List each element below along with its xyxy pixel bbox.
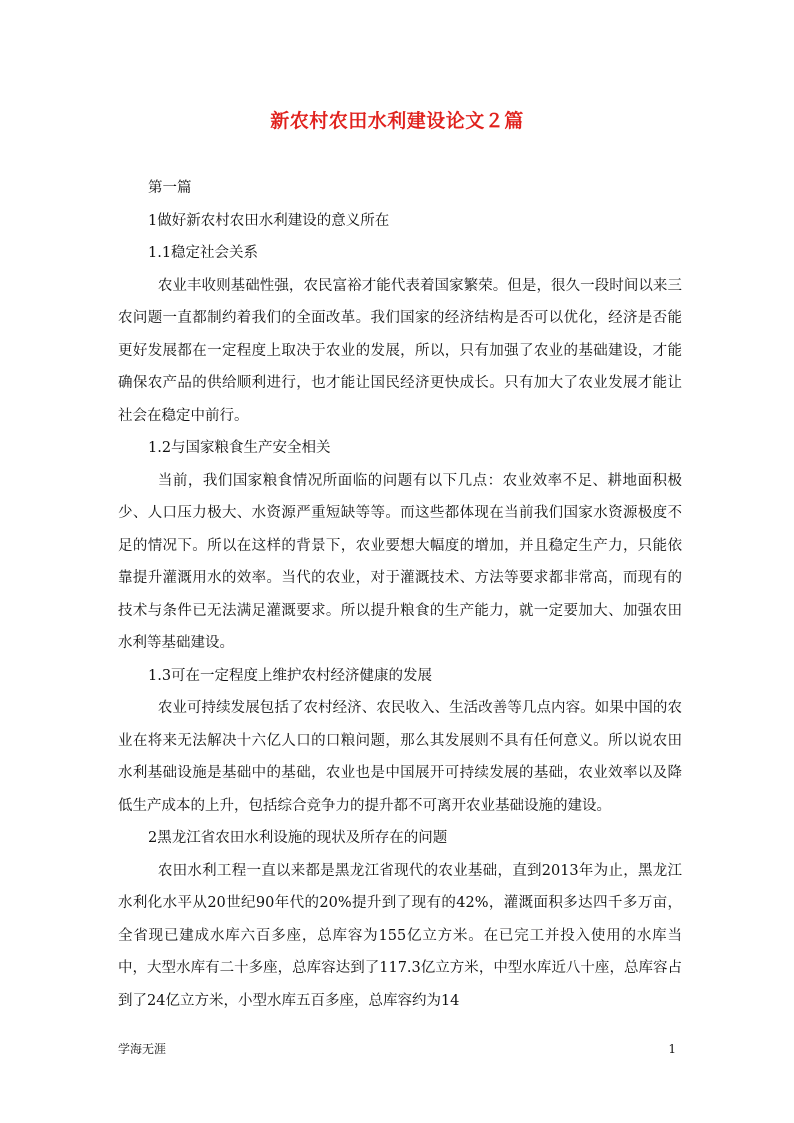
document-body (118, 172, 682, 1017)
paragraph: 当前，我们国家粮食情况所面临的问题有以下几点：农业效率不足、耕地面积极少、人口压力极大、水资源严重短缺等等。而这些都体现在当前我们国家水资源极度不足的情况下。所以在这样的背景下，农业要想大幅度的增加，并且稳定生产力，只能依靠提升灌溉用水的效率。当代的农业，对于灌溉技术、方法等要求都非常高，而现有的技术与条件已无法满足灌溉要求。所以提升粮食的生产能力，就一定要加大、加强农田水利等基础建设。 (118, 472, 682, 651)
paragraph: 农业丰收则基础性强，农民富裕才能代表着国家繁荣。但是，很久一段时间以来三农问题一直都制约着我们的全面改革。我们国家的经济结构是否可以优化，经济是否能更好发展都在一定程度上取决于农业的发展，所以，只有加强了农业的基础建设，才能确保农产品的供给顺利进行，也才能让国民经济更快成长。只有加大了农业发展才能让社会在稳定中前行。 (118, 277, 682, 424)
paragraph: 农业可持续发展包括了农村经济、农民收入、生活改善等几点内容。如果中国的农业在将来无法解决十六亿人口的口粮问题，那么其发展则不具有任何意义。所以说农田水利基础设施是基础中的基础，农业也是中国展开可持续发展的基础，农业效率以及降低生产成本的上升，包括综合竞争力的提升都不可离开农业基础设施的建设。 (118, 700, 682, 814)
section-heading: 1.1稳定社会关系 (148, 245, 259, 261)
part-label: 第一篇 (148, 180, 192, 196)
page-number: 1 (668, 1042, 676, 1056)
section-heading: 1做好新农村农田水利建设的意义所在 (148, 212, 390, 229)
section-heading: 1.2与国家粮食生产安全相关 (148, 440, 331, 456)
section-heading: 1.3可在一定程度上维护农村经济健康的发展 (148, 667, 433, 684)
section-heading: 2黑龙江省农田水利设施的现状及所存在的问题 (148, 830, 448, 846)
paragraph: 农田水利工程一直以来都是黑龙江省现代的农业基础，直到2013年为止，黑龙江水利化水平从20世纪90年代的20%提升到了现有的42%，灌溉面积多达四千多万亩，全省现已建成水库六百多座，总库容为155亿立方米。在已完工并投入使用的水库当中，大型水库有二十多座，总库容达到了117.3亿立方米，中型水库近八十座，总库容占到了24亿立方米，小型水库五百多座，总库容约为14 (118, 862, 682, 1009)
footer-text: 学海无涯 (118, 1042, 167, 1056)
document-title: 新农村农田水利建设论文２篇 (270, 110, 524, 132)
